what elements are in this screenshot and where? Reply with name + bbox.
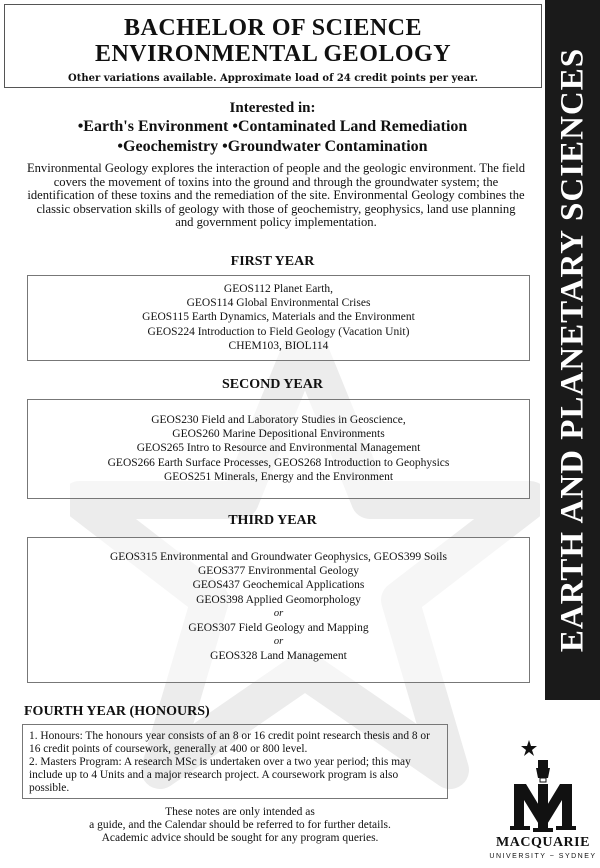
or-separator: or	[273, 636, 284, 648]
masters-item: 2. Masters Program: A research MSc is undertaken over a two year period; this may include up to 4 Units and a major research project. A coursework program is also possible.	[29, 756, 411, 794]
title-line-2: ENVIRONMENTAL GEOLOGY	[94, 41, 452, 67]
logo-subtitle: UNIVERSITY ~ SYDNEY	[489, 853, 597, 860]
list-item: GEOS224 Introduction to Field Geology (Vacation Unit)	[147, 325, 410, 338]
department-sidebar	[545, 0, 600, 700]
list-item: CHEM103, BIOL114	[228, 339, 329, 352]
fourth-year-box	[22, 724, 448, 799]
or-separator: or	[273, 607, 284, 619]
list-item: GEOS230 Field and Laboratory Studies in Geoscience,	[151, 414, 406, 426]
list-item: GEOS114 Global Environmental Crises	[186, 297, 371, 310]
list-item: GEOS437 Geochemical Applications	[192, 579, 365, 592]
interests-line-2: •Geochemistry •Groundwater Contamination	[117, 138, 428, 155]
second-year-box	[27, 399, 530, 499]
interests-section	[0, 100, 545, 157]
page-title	[5, 15, 541, 67]
first-year-heading: FIRST YEAR	[230, 254, 315, 269]
title-line-1: BACHELOR OF SCIENCE	[124, 15, 422, 41]
logo-wordmark: MACQUARIE	[496, 835, 590, 850]
list-item: GEOS260 Marine Depositional Environments	[172, 428, 385, 441]
list-item: GEOS112 Planet Earth,	[223, 283, 334, 295]
list-item: GEOS307 Field Geology and Mapping	[188, 622, 369, 635]
intro-paragraph: Environmental Geology explores the interaction of people and the geologic environment. The field covers the movement of toxins into the ground and through the groundwater system; the identification of these toxins and the remediation of the site. Environmental Geology combines the classic observation skills of geology with those of geochemistry, geophysics, land use planning and government policy implementation.	[26, 161, 526, 229]
list-item: GEOS115 Earth Dynamics, Materials and the Environment	[142, 311, 415, 324]
list-item: GEOS265 Intro to Resource and Environmental Management	[136, 442, 421, 455]
interests-heading: Interested in:	[229, 100, 316, 116]
list-item: GEOS266 Earth Surface Processes, GEOS268 Introduction to Geophysics	[107, 456, 450, 469]
fourth-year-heading: FOURTH YEAR (HONOURS)	[24, 704, 210, 719]
macquarie-crest-icon	[488, 738, 598, 834]
list-item: GEOS328 Land Management	[210, 650, 347, 663]
list-item: GEOS251 Minerals, Energy and the Environment	[163, 470, 394, 483]
department-label: EARTH AND PLANETARY SCIENCES	[554, 47, 590, 653]
notes-line-1: These notes are only intended as	[165, 806, 315, 818]
first-year-box	[27, 275, 530, 361]
list-item: GEOS398 Applied Geomorphology	[196, 593, 361, 606]
third-year-box	[27, 537, 530, 683]
footer-notes	[30, 806, 450, 845]
interests-line-1: •Earth's Environment •Contaminated Land Remediation	[77, 118, 468, 135]
header-subtitle: Other variations available. Approximate load of 24 credit points per year.	[68, 73, 478, 84]
honours-item: 1. Honours: The honours year consists of an 8 or 16 credit point research thesis and 8 or 16 credit points of coursework, generally at 400 or 800 level.	[29, 730, 430, 755]
university-logo	[488, 738, 598, 864]
list-item: GEOS315 Environmental and Groundwater Geophysics, GEOS399 Soils	[110, 551, 447, 563]
second-year-heading: SECOND YEAR	[222, 377, 323, 392]
notes-line-2: a guide, and the Calendar should be referred to for further details.	[89, 819, 391, 831]
notes-line-3: Academic advice should be sought for any program queries.	[101, 832, 379, 844]
third-year-heading: THIRD YEAR	[228, 513, 317, 528]
header-box	[4, 4, 542, 88]
list-item: GEOS377 Environmental Geology	[198, 565, 359, 578]
